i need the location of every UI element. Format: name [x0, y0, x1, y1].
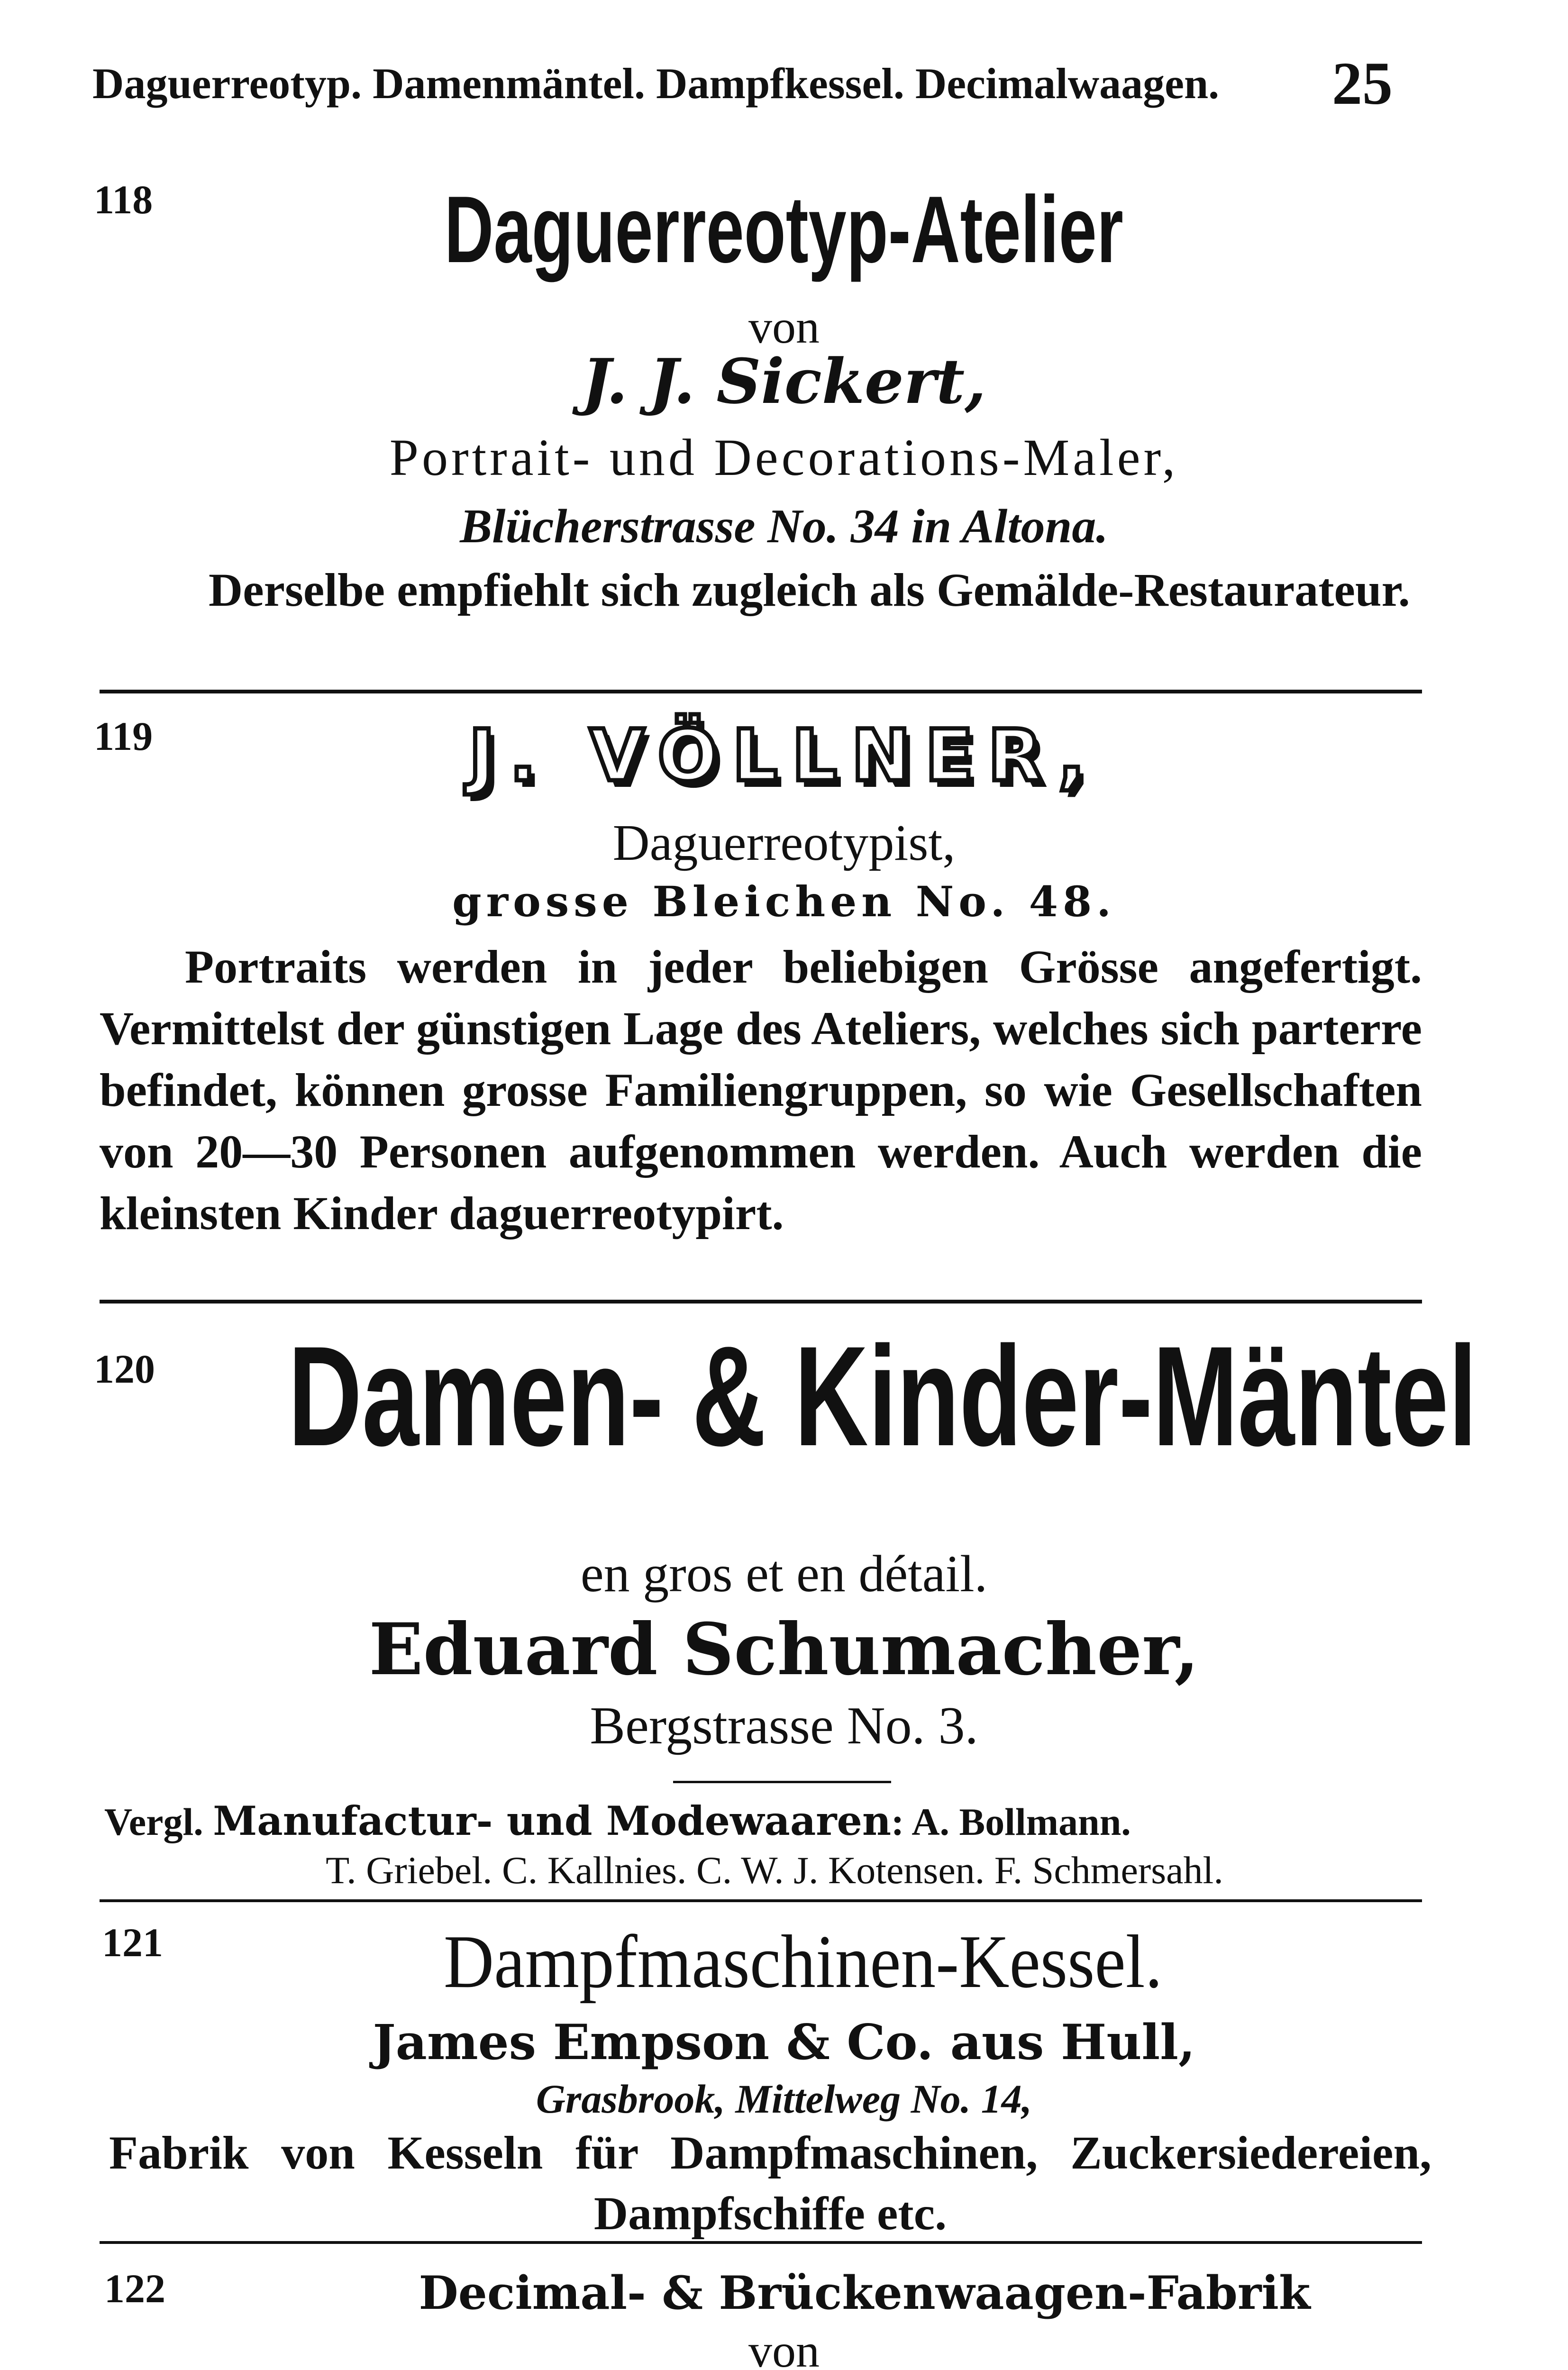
ad-number-119: 119	[94, 713, 153, 759]
running-title: Daguerreotyp. Damenmäntel. Dampfkessel. Decimalwaagen.	[92, 59, 1220, 108]
ad-120-subtitle: en gros et en détail.	[580, 1545, 988, 1603]
ad-118-address: Blücherstrasse No. 34 in Altona.	[460, 500, 1108, 553]
divider	[100, 1300, 1422, 1304]
crossref-line-2: T. Griebel. C. Kallnies. C. W. J. Kotensen. F. Schmersahl.	[326, 1849, 1223, 1892]
ad-122-von: von	[748, 2324, 820, 2370]
ad-119-occupation: Daguerreotypist,	[612, 815, 956, 871]
page-number: 25	[1332, 50, 1393, 117]
ad-118-name: J. J. Sickert,	[582, 345, 986, 418]
ad-118-occupation: Portrait- und Decorations-Maler,	[389, 428, 1179, 486]
ad-number-118: 118	[94, 177, 153, 222]
ad-number-121: 121	[102, 1920, 163, 1965]
crossref-vergl: Vergl.	[104, 1800, 203, 1843]
ad-119-name: J. VÖLLNER,	[468, 715, 1100, 797]
crossref-category: Manufactur- und Modewaaren	[213, 1797, 892, 1844]
divider	[100, 2241, 1422, 2244]
ad-118-text: Derselbe empfiehlt sich zugleich als Gemälde-Restaurateur.	[209, 564, 1410, 616]
ad-119-address: grosse Bleichen No. 48.	[452, 877, 1116, 926]
ad-118-title: Daguerreotyp-Atelier	[444, 177, 1124, 283]
ad-119-text: Portraits werden in jeder beliebigen Grösse angefertigt. Vermittelst der günstigen Lage des Ateliers, welches sich parterre befindet, können grosse Familiengruppen, so wie Gesellschaften von 20—30 Personen aufgenommen werden. Auch werden die kleinsten Kinder daguerreotypirt.	[100, 940, 1422, 1240]
divider	[100, 690, 1422, 693]
crossref-first-name: A. Bollmann.	[912, 1800, 1131, 1843]
crossref-line-1	[104, 1797, 1131, 1844]
ad-121-name: James Empson & Co. aus Hull,	[373, 2014, 1195, 2071]
divider	[100, 1899, 1422, 1902]
ad-120-title: Damen- & Kinder-Mäntel	[288, 1316, 1477, 1476]
ad-number-120: 120	[94, 1346, 155, 1392]
ad-number-122: 122	[104, 2266, 165, 2311]
ad-118-von: von	[748, 301, 820, 353]
ad-122-title: Decimal- & Brückenwaagen-Fabrik	[419, 2266, 1311, 2320]
ad-121-title: Dampfmaschinen-Kessel.	[443, 1919, 1163, 2004]
crossref-colon: :	[891, 1800, 904, 1843]
ad-121-address: Grasbrook, Mittelweg No. 14,	[536, 2076, 1032, 2122]
ad-120-name: Eduard Schumacher,	[369, 1608, 1199, 1691]
ad-120-address: Bergstrasse No. 3.	[590, 1696, 978, 1755]
ad-121-text: Fabrik von Kesseln für Dampfmaschinen, Zuckersiedereien, Dampfschiffe etc.	[109, 2126, 1431, 2240]
short-divider	[673, 1781, 891, 1783]
